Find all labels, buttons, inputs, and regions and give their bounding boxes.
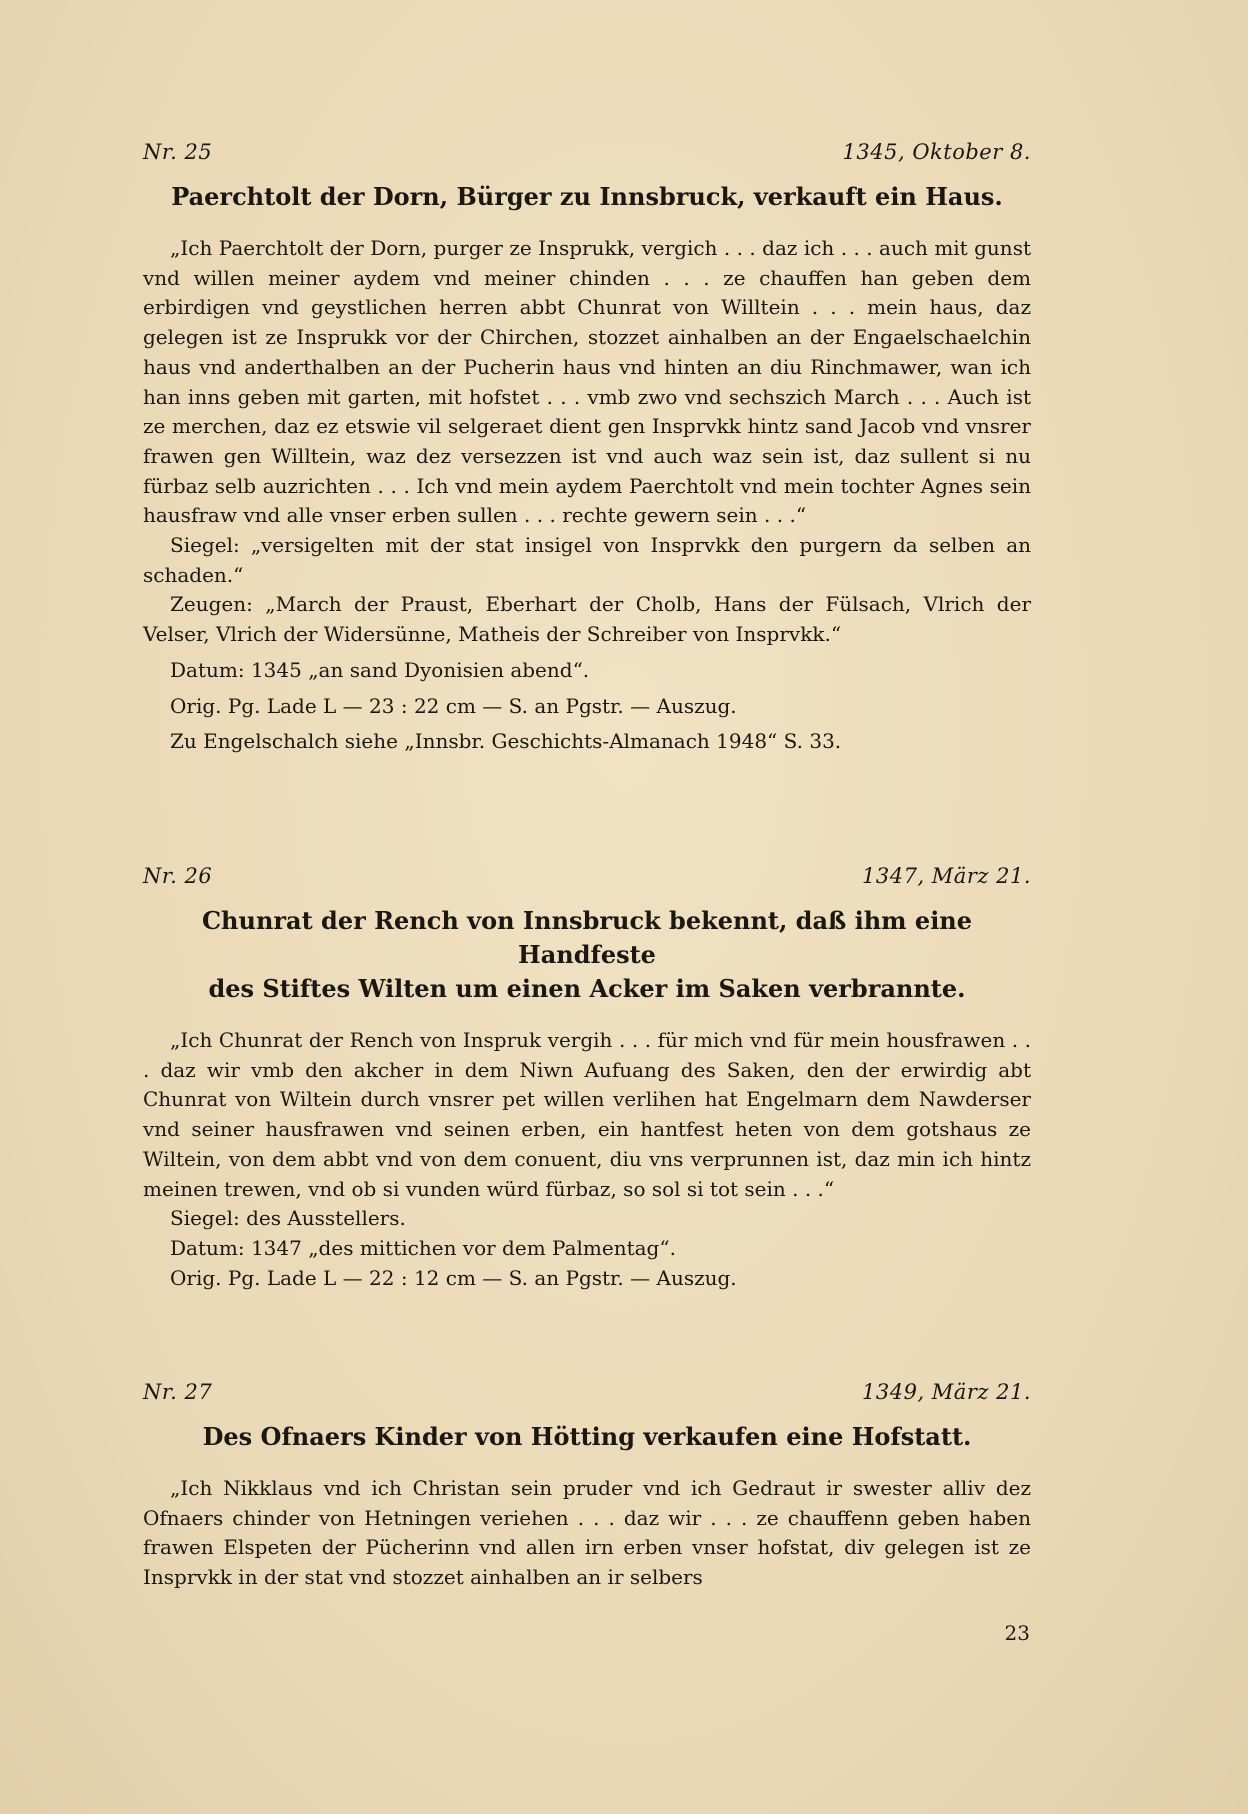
- page-number: 23: [1004, 1621, 1030, 1645]
- seal-note: Siegel: des Ausstellers.: [170, 1206, 406, 1231]
- witnesses-note: Zeugen: „March der Praust, Eberhart der Cholb, Hans der Fülsach, Vlrich der Velser, Vlrich der Widersünne, Matheis der Schreiber von Insprvkk.“: [143, 592, 1031, 647]
- entry-header: [143, 137, 1031, 167]
- entry-number: Nr. 27: [143, 1380, 213, 1404]
- entry-title: Paerchtolt der Dorn, Bürger zu Innsbruck, verkauft ein Haus.: [171, 182, 1003, 211]
- remark-note: Zu Engelschalch siehe „Innsbr. Geschichts-Almanach 1948“ S. 33.: [170, 729, 842, 754]
- entry-title-line: des Stiftes Wilten um einen Acker im Saken verbrannte.: [208, 974, 966, 1003]
- entry-text: „Ich Nikklaus vnd ich Christan sein pruder vnd ich Gedraut ir swester alliv dez Ofnaers chinder von Hetningen veriehen . . . daz wir . . . ze chauffenn geben haben frawen Elspeten der Pücherinn vnd allen irn erben vnser hofstat, div gelegen ist ze Insprvkk in der stat vnd stozzet ainhalben an ir selbers: [143, 1476, 1031, 1590]
- entry-header: [143, 1377, 1031, 1407]
- entry-date: 1347, März 21.: [862, 864, 1031, 888]
- original-note: Orig. Pg. Lade L — 23 : 22 cm — S. an Pgstr. — Auszug.: [170, 693, 737, 718]
- entry-number: Nr. 25: [143, 140, 213, 164]
- entry-27: [143, 1377, 1031, 1593]
- entry-text: „Ich Paerchtolt der Dorn, purger ze Insprukk, vergich . . . daz ich . . . auch mit gunst vnd willen meiner aydem vnd meiner chinden . . . ze chauffen han geben dem erbirdigen vnd geystlichen herren abbt Chunrat von Willtein . . . mein haus, daz gelegen ist ze Insprukk vor der Chirchen, stozzet ainhalben an der Engaelschaelchin haus vnd anderthalben an der Pucherin haus vnd hinten an diu Rinchmawer, wan ich han inns geben mit garten, mit hofstet . . . vmb zwo vnd sechszich March . . . Auch ist ze merchen, daz ez etswie vil selgeraet dient gen Insprvkk hintz sand Jacob vnd vnsrer frawen gen Willtein, waz dez versezzen ist vnd auch waz sein ist, daz sullent si nu fürbaz selb auzrichten . . . Ich vnd mein aydem Paerchtolt vnd mein tochter Agnes sein hausfraw vnd alle vnser erben sullen . . . rechte gewern sein . . .“: [143, 236, 1031, 528]
- entry-25: [143, 137, 1031, 757]
- entry-title-line: Chunrat der Rench von Innsbruck bekennt, daß ihm eine Handfeste: [201, 906, 973, 969]
- entry-date: 1349, März 21.: [862, 1380, 1031, 1404]
- entry-header: [143, 861, 1031, 891]
- original-note: Orig. Pg. Lade L — 22 : 12 cm — S. an Pgstr. — Auszug.: [170, 1265, 737, 1290]
- entry-body: [143, 1026, 1031, 1293]
- entry-body: [143, 234, 1031, 757]
- entry-title: Des Ofnaers Kinder von Hötting verkaufen eine Hofstatt.: [202, 1422, 972, 1451]
- seal-note: Siegel: „versigelten mit der stat insigel von Insprvkk den purgern da selben an schaden.“: [143, 533, 1031, 587]
- dating-note: Datum: 1345 „an sand Dyonisien abend“.: [170, 657, 590, 682]
- entry-text: „Ich Chunrat der Rench von Inspruk vergih . . . für mich vnd für mein housfrawen . . . daz wir vmb den akcher in dem Niwn Aufuang des Saken, den der erwirdig abt Chunrat von Wiltein durch vnsrer pet willen verlihen hat Engelmarn dem Nawderser vnd seiner hausfrawen vnd seinen erben, ein hantfest heten von dem gotshaus ze Wiltein, von dem abbt vnd von dem conuent, diu vns verprunnen ist, daz min ich hintz meinen trewen, vnd ob si vunden würd fürbaz, so sol si tot sein . . .“: [143, 1028, 1031, 1201]
- entry-body: [143, 1474, 1031, 1593]
- entry-number: Nr. 26: [143, 864, 213, 888]
- dating-note: Datum: 1347 „des mittichen vor dem Palmentag“.: [170, 1235, 676, 1260]
- entry-title: [143, 904, 1031, 1006]
- entry-26: [143, 861, 1031, 1293]
- entry-date: 1345, Oktober 8.: [842, 140, 1031, 164]
